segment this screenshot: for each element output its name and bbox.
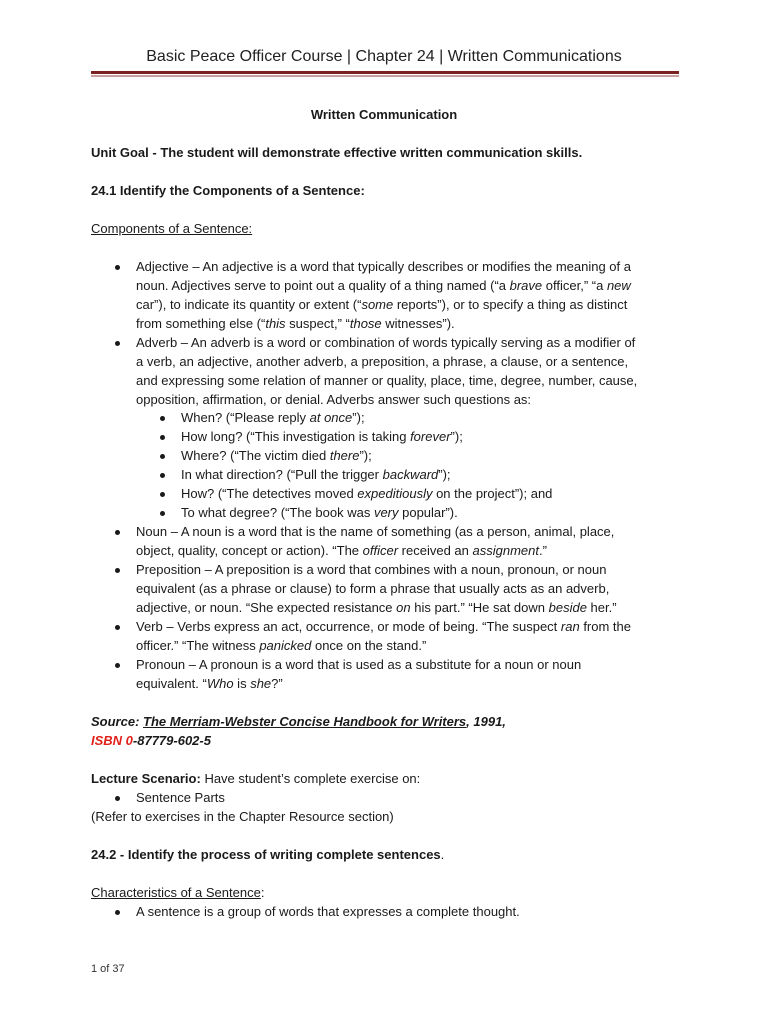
bullet-icon (115, 530, 120, 535)
adverb-question-how: How? (“The detectives moved expeditiously on the project”); and (181, 486, 553, 501)
unit-goal: Unit Goal - The student will demonstrate effective written communication skills. (91, 145, 583, 160)
adverb-line-3: and expressing some relation of manner or quality, place, time, degree, number, cause, (136, 373, 638, 388)
preposition-line-3: adjective, or noun. “She expected resistance on his part.” “He sat down beside her.” (136, 600, 617, 615)
adverb-line-1: Adverb – An adverb is a word or combination of words typically serving as a modifier of (136, 335, 636, 350)
bullet-icon (115, 910, 120, 915)
lecture-refer-note: (Refer to exercises in the Chapter Resource section) (91, 809, 394, 824)
bullet-icon (160, 511, 165, 516)
adjective-line-2: noun. Adjectives serve to point out a quality of a thing named (“a brave officer,” “a new (136, 278, 631, 293)
source-citation: Source: The Merriam-Webster Concise Handbook for Writers, 1991, (91, 714, 506, 729)
adjective-line-4: from something else (“this suspect,” “those witnesses”). (136, 316, 455, 331)
bullet-icon (160, 454, 165, 459)
adverb-line-2: a verb, an adjective, another adverb, a preposition, a phrase, a clause, or a sentence, (136, 354, 629, 369)
bullet-icon (115, 796, 120, 801)
page-number: 1 of 37 (91, 963, 125, 975)
components-heading: Components of a Sentence: (91, 221, 253, 236)
source-book-link[interactable]: The Merriam-Webster Concise Handbook for Writers (143, 714, 467, 729)
noun-line-1: Noun – A noun is a word that is the name of something (as a person, animal, place, (136, 524, 615, 539)
page-header-title: Basic Peace Officer Course | Chapter 24 | Written Communications (146, 48, 622, 65)
header-rule-shadow (91, 75, 679, 77)
adjective-line-3: car”), to indicate its quantity or extent (“some reports”), or to specify a thing as distinct (136, 297, 628, 312)
bullet-icon (160, 492, 165, 497)
preposition-line-1: Preposition – A preposition is a word that combines with a noun, pronoun, or noun (136, 562, 607, 577)
header-rule (91, 71, 679, 74)
adverb-question-direction: In what direction? (“Pull the trigger backward”); (181, 467, 451, 482)
adjective-line-1: Adjective – An adjective is a word that typically describes or modifies the meaning of a (136, 259, 631, 274)
bullet-icon (160, 435, 165, 440)
bullet-icon (115, 341, 120, 346)
lecture-scenario: Lecture Scenario: Have student’s complete exercise on: (91, 771, 421, 786)
lecture-item: Sentence Parts (136, 790, 225, 805)
pronoun-line-2: equivalent. “Who is she?” (136, 676, 283, 691)
bullet-icon (115, 568, 120, 573)
document-title: Written Communication (310, 107, 458, 122)
section-24-2-heading: 24.2 - Identify the process of writing complete sentences. (91, 847, 445, 862)
adverb-question-when: When? (“Please reply at once”); (181, 410, 365, 425)
adverb-question-where: Where? (“The victim died there”); (181, 448, 372, 463)
characteristics-heading: Characteristics of a Sentence: (91, 885, 265, 900)
section-24-1-heading: 24.1 Identify the Components of a Sentence: (91, 183, 365, 198)
verb-line-2: officer.” “The witness panicked once on the stand.” (136, 638, 427, 653)
bullet-icon (160, 416, 165, 421)
bullet-icon (115, 265, 120, 270)
noun-line-2: object, quality, concept or action). “The officer received an assignment.” (136, 543, 547, 558)
verb-line-1: Verb – Verbs express an act, occurrence, or mode of being. “The suspect ran from the (136, 619, 631, 634)
preposition-line-2: equivalent (as a phrase or clause) to form a phrase that usually acts as an adverb, (136, 581, 610, 596)
sentence-definition-item: A sentence is a group of words that expresses a complete thought. (136, 904, 520, 919)
bullet-icon (160, 473, 165, 478)
adverb-line-4: opposition, affirmation, or denial. Adverbs answer such questions as: (136, 392, 532, 407)
bullet-icon (115, 625, 120, 630)
bullet-icon (115, 663, 120, 668)
source-isbn: ISBN 0-87779-602-5 (91, 733, 211, 748)
adverb-question-how-long: How long? (“This investigation is taking forever”); (181, 429, 463, 444)
adverb-question-degree: To what degree? (“The book was very popular”). (181, 505, 458, 520)
pronoun-line-1: Pronoun – A pronoun is a word that is used as a substitute for a noun or noun (136, 657, 582, 672)
